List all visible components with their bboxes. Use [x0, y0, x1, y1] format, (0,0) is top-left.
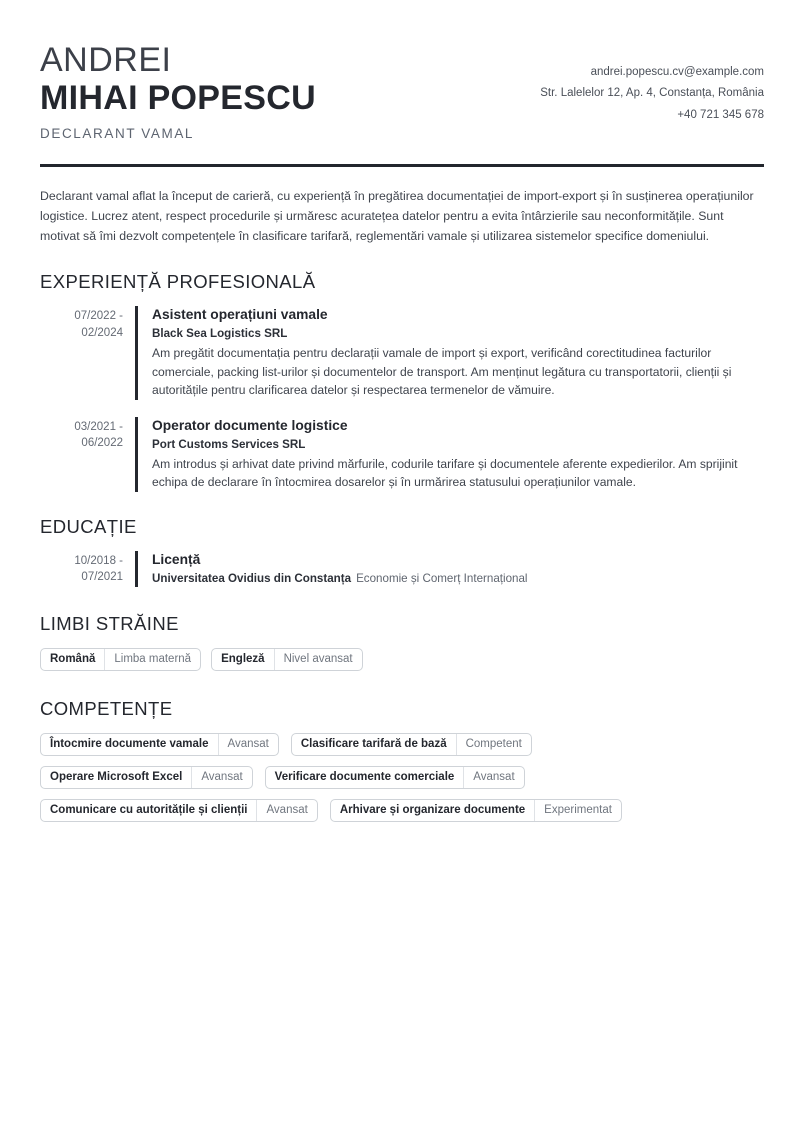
skill-name: Comunicare cu autoritățile și clienții: [50, 804, 248, 816]
contact-phone: +40 721 345 678: [677, 108, 764, 121]
job-title: DECLARANT VAMAL: [40, 126, 195, 142]
experience-description: Am pregătit documentația pentru declarații vamale de import și export, verificând corectitudinea facturilor comerciale, packing list-urilor și documentelor de transport. Am menținut legătura cu transportatorii, clienții și autoritățile pentru clarificarea datelor și respectarea termenelor de vămuire.: [152, 346, 732, 398]
experience-entry-body: [138, 306, 764, 399]
skill-name: Întocmire documente vamale: [50, 738, 209, 750]
language-name: Engleză: [221, 653, 265, 665]
section-languages: [40, 613, 764, 671]
skill-level: Avansat: [463, 767, 523, 788]
language-level: Limba maternă: [104, 649, 200, 670]
skill-level: Experimentat: [534, 800, 621, 821]
education-entry: [40, 551, 764, 587]
experience-company: Port Customs Services SRL: [152, 437, 306, 451]
section-education: [40, 516, 764, 587]
skill-pill: [40, 766, 253, 789]
experience-description: Am introdus și arhivat date privind mărfurile, codurile tarifare și documentele aferente expedierilor. Am sprijinit echipa de declarare în întocmirea dosarelor și în urmărirea statusului operațiunilor vamale.: [152, 456, 738, 490]
skill-name: Verificare documente comerciale: [274, 771, 455, 783]
education-entry-body: [138, 551, 764, 587]
education-school: Universitatea Ovidius din Constanța: [152, 571, 352, 585]
education-detail-line: [152, 571, 764, 587]
professional-summary: Declarant vamal aflat la început de carieră, cu experiență în pregătirea documentației de import-export și în susținerea operațiunilor logistice. Lucrez atent, respect procedurile și urmăresc acuratețea datelor pentru a evita întârzierile sau neconformitățile. Sunt motivat să îmi dezvolt competențele în clasificare tarifară, reglementări vamale și utilizarea sistemelor specifice domeniului.: [40, 189, 754, 244]
skill-name: Operare Microsoft Excel: [50, 771, 183, 783]
section-title-skills: COMPETENȚE: [40, 697, 173, 719]
identity-block: [40, 42, 316, 141]
resume-header: [40, 0, 764, 141]
language-name: Română: [50, 653, 96, 665]
date-end: 02/2024: [81, 326, 123, 339]
section-skills: [40, 698, 764, 822]
first-name: ANDREI: [40, 41, 172, 79]
skill-pill: [330, 799, 622, 822]
experience-entry: [40, 306, 764, 399]
date-start: 07/2022 -: [74, 310, 123, 323]
skill-pill: [291, 733, 532, 756]
skill-level: Avansat: [191, 767, 251, 788]
skill-name: Clasificare tarifară de bază: [300, 738, 447, 750]
experience-role: Asistent operațiuni vamale: [152, 307, 328, 323]
skills-list: [40, 733, 720, 822]
languages-list: [40, 648, 764, 671]
experience-entry-dates: [40, 417, 135, 492]
skill-pill: [265, 766, 525, 789]
date-start: 03/2021 -: [74, 420, 123, 433]
skill-level: Avansat: [256, 800, 316, 821]
date-end: 06/2022: [81, 437, 123, 450]
language-pill: [40, 648, 201, 671]
skill-level: Avansat: [218, 734, 278, 755]
skill-pill: [40, 733, 279, 756]
section-title-education: EDUCAȚIE: [40, 515, 137, 537]
section-title-languages: LIMBI STRĂINE: [40, 612, 179, 634]
last-name: MIHAI POPESCU: [40, 78, 316, 117]
section-experience: [40, 271, 764, 491]
language-level: Nivel avansat: [274, 649, 362, 670]
experience-entry-dates: [40, 306, 135, 399]
education-degree: Licență: [152, 551, 201, 567]
contact-email: andrei.popescu.cv@example.com: [590, 66, 764, 78]
education-field: Economie și Comerț Internațional: [356, 571, 528, 585]
skill-pill: [40, 799, 318, 822]
contact-address: Str. Lalelelor 12, Ap. 4, Constanța, România: [540, 87, 764, 100]
header-divider: [40, 164, 764, 167]
skill-level: Competent: [456, 734, 531, 755]
experience-company: Black Sea Logistics SRL: [152, 327, 288, 341]
language-pill: [211, 648, 363, 671]
experience-entry: [40, 417, 764, 492]
experience-role: Operator documente logistice: [152, 417, 348, 433]
section-title-experience: EXPERIENȚĂ PROFESIONALĂ: [40, 271, 316, 293]
date-start: 10/2018 -: [74, 554, 123, 567]
experience-entry-body: [138, 417, 764, 492]
education-entry-dates: [40, 551, 135, 587]
skill-name: Arhivare și organizare documente: [339, 804, 526, 816]
date-end: 07/2021: [81, 571, 123, 584]
contact-block: [540, 42, 764, 126]
